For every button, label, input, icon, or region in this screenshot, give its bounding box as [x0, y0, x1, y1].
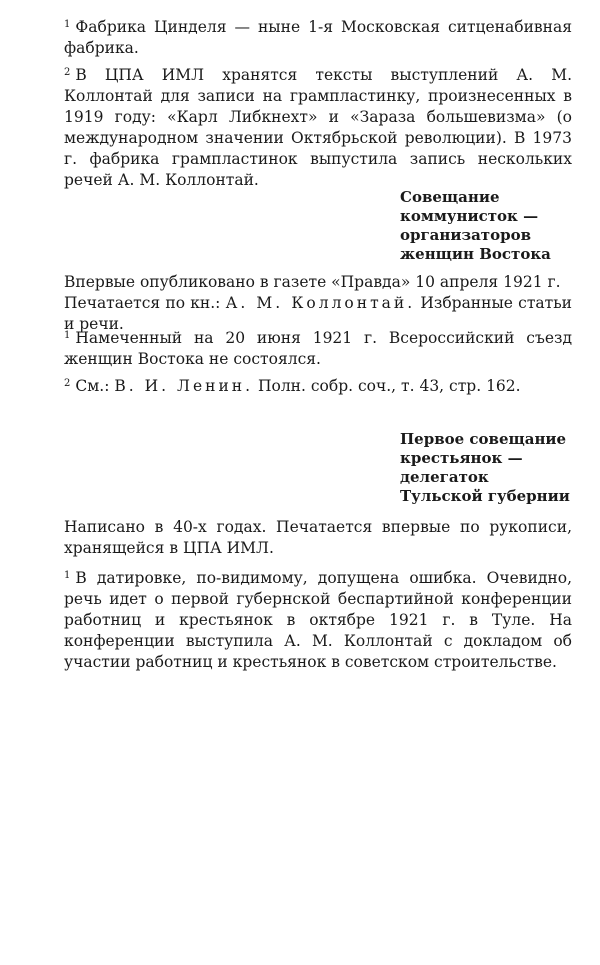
footnote-number: 2 [64, 67, 71, 78]
section1-footnote-2 [64, 373, 572, 397]
footnote-number: 2 [64, 378, 71, 389]
heading-line: делегаток [400, 468, 489, 486]
section2-footnote-1 [64, 565, 572, 673]
footnote-2 [64, 62, 572, 191]
footnote-number: 1 [64, 570, 71, 581]
footnote-prefix: См.: [75, 377, 110, 395]
source-info-2 [64, 517, 572, 559]
heading-line: Совещание [400, 188, 500, 206]
footnote-number: 1 [64, 330, 71, 341]
heading-line: Первое совещание [400, 430, 567, 448]
section-heading-1 [400, 188, 590, 264]
source-prefix: Печатается по кн.: [64, 294, 221, 312]
heading-line: женщин Востока [400, 245, 551, 263]
footnote-text: Намеченный на 20 июня 1921 г. Всероссийский съезд женщин Востока не состоялся. [64, 329, 572, 368]
heading-line: крестьянок — [400, 449, 523, 467]
footnote-author: В. И. Ленин. [114, 377, 254, 395]
heading-line: коммунисток — [400, 207, 539, 225]
section1-footnote-1 [64, 325, 572, 370]
source-title: Избранные статьи и речи. [64, 294, 572, 333]
footnote-reference: Полн. собр. соч., т. 43, стр. 162. [257, 377, 521, 395]
footnote-text: В ЦПА ИМЛ хранятся тексты выступлений А. М. Коллонтай для записи на грампластинку, произнесенных в 1919 году: «Карл Либкнехт» и «Зараза большевизма» (о международном значении Октябрьской революции). В 1973 г. фабрика грампластинок выпустила запись нескольких речей А. М. Коллонтай. [64, 66, 572, 189]
heading-line: организаторов [400, 226, 532, 244]
footnote-number: 1 [64, 19, 71, 30]
footnote-text: Фабрика Цинделя — ныне 1-я Московская ситценабивная фабрика. [64, 18, 572, 57]
footnote-1 [64, 14, 572, 59]
source-text: Написано в 40-х годах. Печатается впервые по рукописи, хранящейся в ЦПА ИМЛ. [64, 518, 572, 557]
section-heading-2 [400, 430, 590, 506]
heading-line: Тульской губернии [400, 487, 570, 505]
footnote-text: В датировке, по-видимому, допущена ошибка. Очевидно, речь идет о первой губернской беспартийной конференции работниц и крестьянок в октябре 1921 г. в Туле. На конференции выступила А. М. Коллонтай с докладом об участии работниц и крестьянок в советском строительстве. [64, 569, 572, 671]
source-line: Впервые опубликовано в газете «Правда» 10 апреля 1921 г. [64, 273, 561, 291]
source-author: А. М. Коллонтай. [225, 294, 416, 312]
